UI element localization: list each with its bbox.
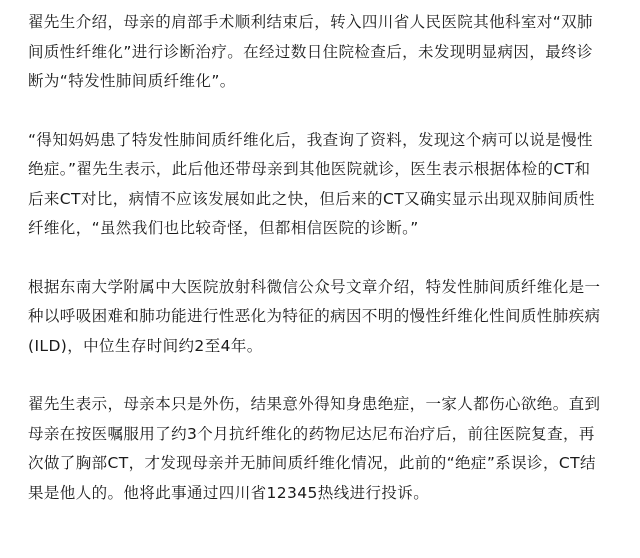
paragraph-line: 后来CT对比，病情不应该发展如此之快，但后来的CT又确实显示出现双肺间质性: [28, 189, 595, 208]
paragraph-line: 断为“特发性肺间质纤维化”。: [28, 72, 236, 90]
paragraph-line: 次做了胸部CT，才发现母亲并无肺间质纤维化情况，此前的“绝症”系误诊，CT结: [28, 454, 596, 472]
paragraph-line: 果是他人的。他将此事通过四川省12345热线进行投诉。: [28, 483, 430, 502]
paragraph-line: 纤维化，“虽然我们也比较奇怪，但都相信医院的诊断。”: [28, 219, 419, 237]
paragraph-line: 绝症。”翟先生表示，此后他还带母亲到其他医院就诊，医生表示根据体检的CT和: [28, 160, 591, 178]
paragraph-line: 间质性纤维化”进行诊断治疗。在经过数日住院检查后，未发现明显病因，最终诊: [28, 42, 593, 61]
paragraph-line: 根据东南大学附属中大医院放射科微信公众号文章介绍，特发性肺间质纤维化是一: [28, 277, 601, 296]
article-body: [28, 8, 628, 508]
paragraph-3: [28, 273, 628, 362]
paragraph-4: [28, 390, 628, 508]
paragraph-line: 种以呼吸困难和肺功能进行性恶化为特征的病因不明的慢性纤维化性间质性肺疾病: [28, 307, 601, 325]
paragraph-line: 翟先生表示，母亲本只是外伤，结果意外得知身患绝症，一家人都伤心欲绝。直到: [28, 395, 601, 413]
paragraph-line: “得知妈妈患了特发性肺间质纤维化后，我查询了资料，发现这个病可以说是慢性: [28, 130, 593, 149]
paragraph-line: 母亲在按医嘱服用了约3个月抗纤维化的药物尼达尼布治疗后，前往医院复查，再: [28, 424, 595, 443]
paragraph-line: 翟先生介绍，母亲的肩部手术顺利结束后，转入四川省人民医院其他科室对“双肺: [28, 13, 593, 31]
paragraph-2: [28, 126, 628, 244]
paragraph-1: [28, 8, 628, 97]
paragraph-line: (ILD)，中位生存时间约2至4年。: [28, 336, 263, 355]
